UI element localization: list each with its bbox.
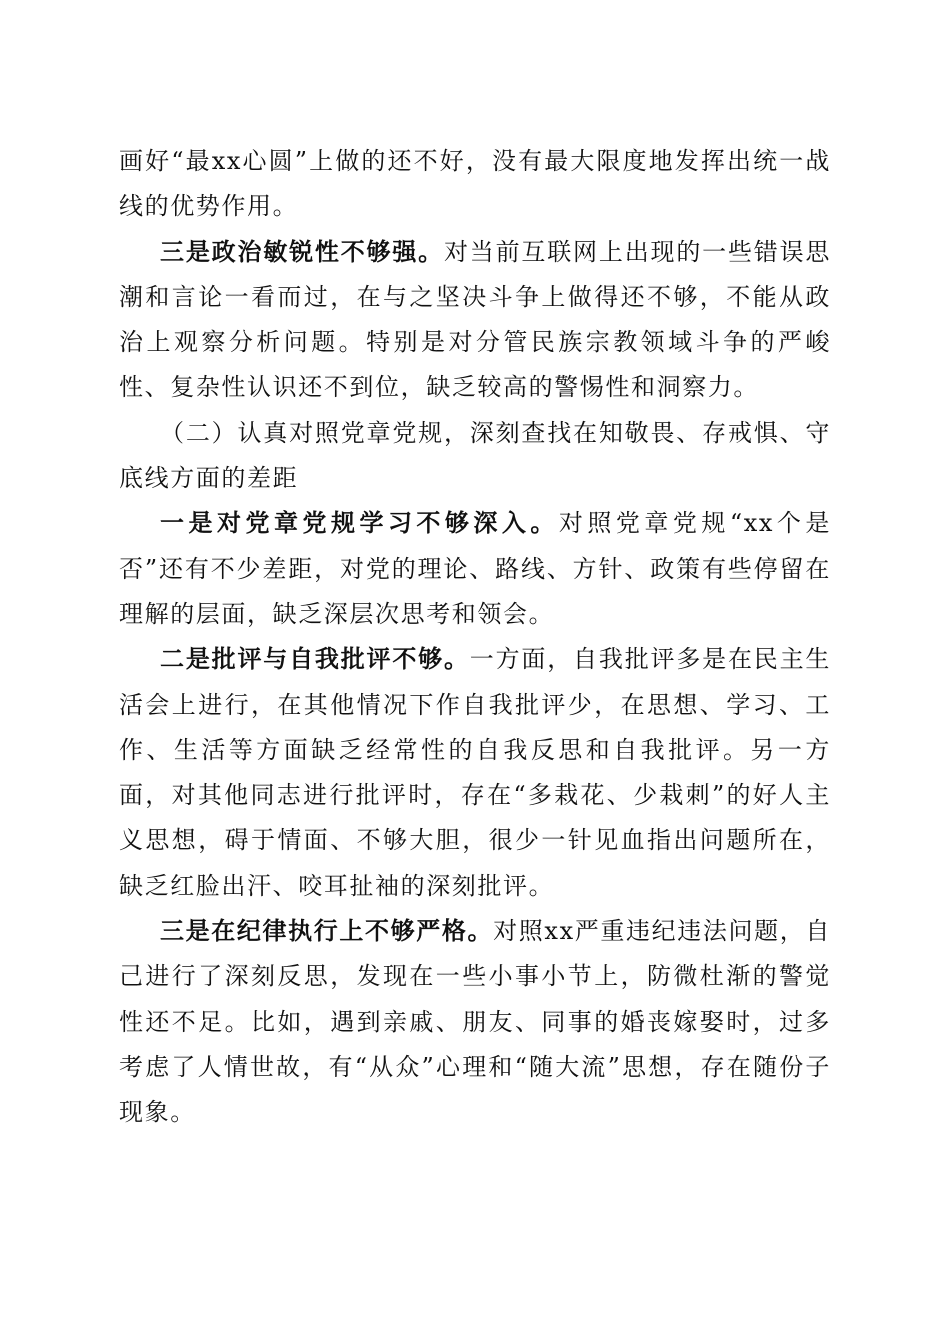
paragraph-continuation — [119, 139, 831, 230]
paragraph-discipline — [119, 909, 831, 1135]
section-heading — [119, 411, 831, 502]
section-heading-text: （二）认真对照党章党规，深刻查找在知敬畏、存戒惧、守底线方面的差距 — [119, 418, 831, 493]
paragraph-text: 一方面，自我批评多是在民主生活会上进行，在其他情况下作自我批评少，在思想、学习、工作、生活等方面缺乏经常性的自我反思和自我批评。另一方面，对其他同志进行批评时，存在“多栽花、少栽刺”的好人主义思想，碍于情面、不够大胆，很少一针见血指出问题所在，缺乏红脸出汗、咬耳扯袖的深刻批评。 — [119, 645, 831, 900]
paragraph-text: 对照党章党规“xx个是否”还有不少差距，对党的理论、路线、方针、政策有些停留在理解的层面，缺乏深层次思考和领会。 — [119, 509, 831, 628]
paragraph-text: 对照xx严重违纪违法问题，自己进行了深刻反思，发现在一些小事小节上，防微杜渐的警觉性还不足。比如，遇到亲戚、朋友、同事的婚丧嫁娶时，过多考虑了人情世故，有“从众”心理和“随大流”思想，存在随份子现象。 — [119, 917, 831, 1127]
paragraph-party-study — [119, 501, 831, 637]
paragraph-lead: 一是对党章党规学习不够深入。 — [160, 509, 559, 538]
paragraph-lead: 三是政治敏锐性不够强。 — [160, 237, 444, 266]
paragraph-lead: 三是在纪律执行上不够严格。 — [160, 917, 494, 946]
paragraph-political-sensitivity — [119, 230, 831, 411]
document-body — [119, 139, 831, 1136]
paragraph-text: 对当前互联网上出现的一些错误思潮和言论一看而过，在与之坚决斗争上做得还不够，不能从政治上观察分析问题。特别是对分管民族宗教领域斗争的严峻性、复杂性认识还不到位，缺乏较高的警惕性和洞察力。 — [119, 237, 832, 402]
paragraph-lead: 二是批评与自我批评不够。 — [160, 645, 470, 674]
paragraph-text: 画好“最xx心圆”上做的还不好，没有最大限度地发挥出统一战线的优势作用。 — [119, 147, 831, 221]
paragraph-criticism — [119, 637, 831, 909]
